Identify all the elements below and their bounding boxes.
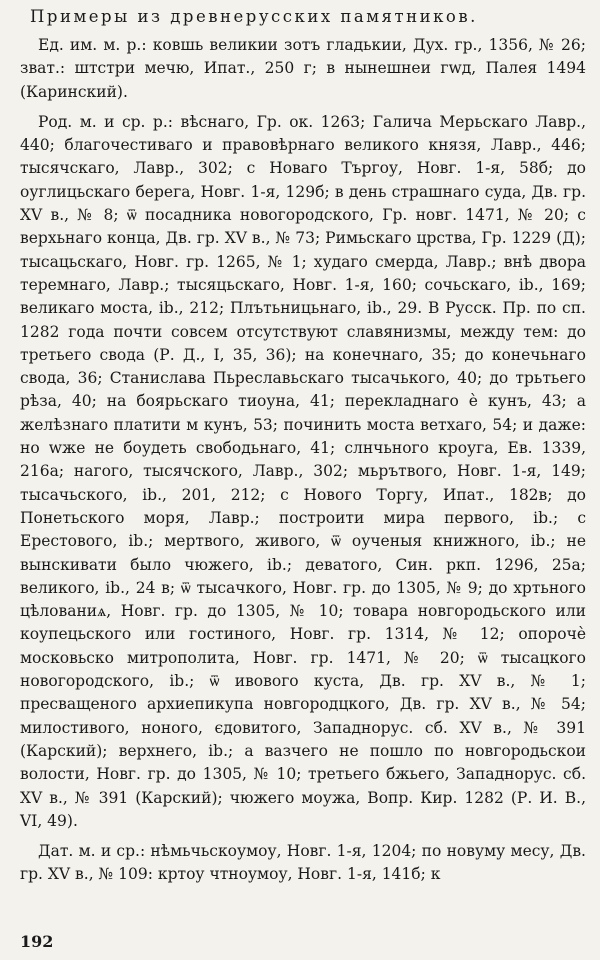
paragraph-nominative: Ед. им. м. р.: ковшь великии зотъ гладькии, Дух. гр., 1356, № 26; зват.: штстри мечю, Ипат., 250 г; в нынешнеи гwд, Палея 1494 (Каринский). [20,36,586,101]
page-number: 192 [20,932,54,951]
section-heading: Примеры из древнерусских памятников. [30,7,478,26]
paragraph-dative: Дат. м. и ср.: нѣмьчьскоумоу, Новг. 1-я, 1204; по новуму месу, Дв. гр. XV в., № 109: кртоу чтноумоу, Новг. 1-я, 141б; к [20,842,586,884]
paragraph-genitive: Род. м. и ср. р.: вѣснаго, Гр. ок. 1263; Галича Мерьскаго Лавр., 440; благочестиваго и правовѣрнаго великого князя, Лавр., 446; тысячскаго, Лавр., 302; с Новаго Търгоу, Новг. 1-я, 58б; до оуглицьскаго берега, Новг. 1-я, 129б; в день страшнаго суда, Дв. гр. XV в., № 8; ѿ посадника новогородского, Гр. новг. 1471, № 20; с верхьнаго конца, Дв. гр. XV в., № 73; Римьскаго црства, Гр. 1229 (Д); тысацьскаго, Новг. гр. 1265, № 1; худаго смерда, Лавр.; внѣ двора теремнаго, Лавр.; тысяцьскаго, Новг. 1-я, 160; сочьскаго, ib., 169; великаго моста, ib., 212; Плътьницьнаго, ib., 29. В Русск. Пр. по сп. 1282 года почти совсем отсутствуют славянизмы, между тем: до третьего свода (Р. Д., I, 35, 36); на конечнаго, 35; до конечьнаго свода, 36; Станислава Пьреславьскаго тысачького, 40; до трьтьего рѣза, 40; на боярьскаго тиоуна, 41; перекладнаго ѐ кунъ, 43; а желѣзнаго платити м кунъ, 53; починить моста ветхаго, 54; и даже: но wже не боудеть свободьнаго, 41; слнчьного кроуга, Ев. 1339, 216а; нагого, тысячского, Лавр., 302; мьрътвого, Новг. 1-я, 149; тысачьского, ib., 201, 212; с Нового Торгу, Ипат., 182в; до Понетьского моря, Лавр.; построити мира первого, ib.; с Ерестового, ib.; мертвого, живого, ѿ оученыя книжного, ib.; не вынскивати было чюжего, ib.; деватого, Син. ркп. 1296, 25а; великого, ib., 24 в; ѿ тысачкого, Новг. гр. до 1305, № 9; до хртьного цѣлованиѧ, Новг. гр. до 1305, № 10; товара новгородьского или коупецьского или гостиного, Новг. гр. 1314, № 12; опорочѐ московьско митрополита, Новг. гр. 1471, № 20; ѿ тысацкого новогородского, ib.; ѿ ивового куста, Дв. гр. XV в., № 1; пресващеного архиепикупа новгородцкого, Дв. гр. XV в., № 54; милостивого, ноного, єдовитого, Западнорус. сб. XV в., № 391 (Карский); верхнего, ib.; а вазчего не пошло по новгородьскои волости, Новг. гр. до 1305, № 10; третьего бжьего, Западнорус. сб. XV в., № 391 (Карский); чюжего моужа, Вопр. Кир. 1282 (Р. И. В., VI, 49). [20,112,586,830]
